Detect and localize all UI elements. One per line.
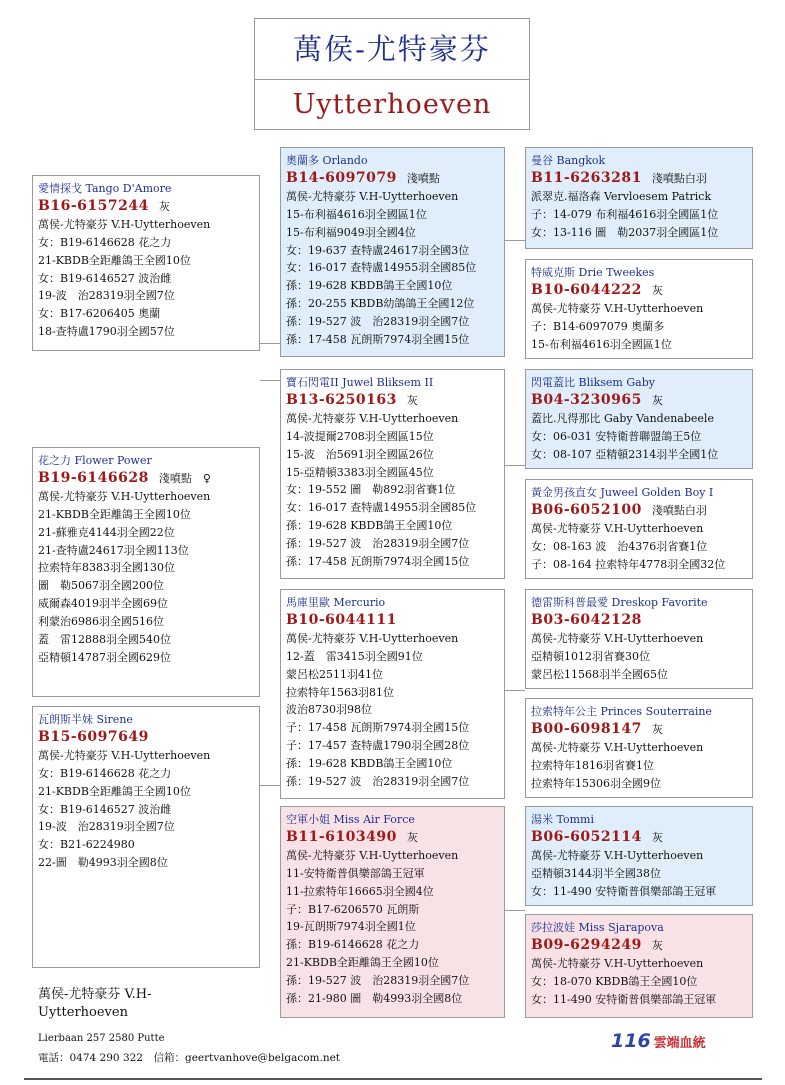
pigeon-detail-line: 子：B17-6206570 瓦朗斯 (286, 902, 420, 916)
pigeon-detail-line: 12-蓋 雷3415羽全國91位 (286, 649, 423, 663)
pigeon-card (32, 175, 260, 351)
pigeon-name: 黃金男孩直女 Juweel Golden Boy I (531, 486, 714, 499)
pigeon-detail-line: 女：B21-6224980 (38, 838, 135, 852)
pigeon-card (32, 706, 260, 968)
pigeon-detail-line: 孫：19-527 波 治28319羽全國7位 (286, 537, 470, 551)
ring-row (286, 170, 499, 188)
ring-number: B09-6294249 (531, 936, 642, 953)
pigeon-detail-line: 孫：17-458 瓦朗斯7974羽全國15位 (286, 333, 470, 347)
pigeon-detail-line: 18-查特盧1790羽全國57位 (38, 325, 175, 339)
pigeon-card (280, 369, 505, 579)
pigeon-detail-line: 子：17-458 瓦朗斯7974羽全國15位 (286, 721, 470, 735)
pigeon-detail-line: 女：11-490 安特衛普俱樂部鴿王冠軍 (531, 992, 717, 1006)
pigeon-detail-line: 21-KBDB全距離鴿王全國10位 (38, 507, 191, 521)
pigeon-detail-line: 女：19-552 圖 勒892羽省賽1位 (286, 483, 456, 497)
pigeon-card (525, 369, 753, 469)
pigeon-card (525, 259, 753, 359)
pigeon-detail-line: 孫：19-628 KBDB鴿王全國10位 (286, 519, 453, 533)
pigeon-color: 灰 (651, 722, 663, 736)
connector-line (260, 380, 280, 381)
pigeon-name: 奧蘭多 Orlando (286, 154, 368, 167)
pigeon-name: 馬庫里歐 Mercurio (286, 596, 386, 609)
pigeon-color: 淺噴點 (406, 171, 440, 185)
ring-number: B10-6044222 (531, 281, 642, 298)
pigeon-detail-line: 利蒙治6986羽全國516位 (38, 615, 164, 629)
pigeon-detail-line: 孫：19-527 波 治28319羽全國7位 (286, 974, 470, 988)
pigeon-detail-line: 萬侯-尤特豪芬 V.H-Uytterhoeven (38, 489, 211, 503)
ring-number: B16-6157244 (38, 197, 149, 214)
pigeon-detail-line: 孫：19-527 波 治28319羽全國7位 (286, 775, 470, 789)
ring-number: B11-6103490 (286, 828, 397, 845)
pigeon-detail-line: 萬侯-尤特豪芬 V.H-Uytterhoeven (286, 631, 459, 645)
pigeon-card (525, 147, 753, 249)
pigeon-detail-line: 女：18-070 KBDB鴿王全國10位 (531, 974, 698, 988)
pigeon-detail-line: 女：19-637 查特盧24617羽全國3位 (286, 243, 470, 257)
pigeon-detail-line: 萬侯-尤特豪芬 V.H-Uytterhoeven (38, 748, 211, 762)
pigeon-detail-line: 萬侯-尤特豪芬 V.H-Uytterhoeven (38, 217, 211, 231)
ring-number: B10-6044111 (286, 611, 397, 628)
pigeon-detail-line: 蒙呂松2511羽41位 (286, 667, 383, 681)
pigeon-detail-line: 威爾森4019羽半全國69位 (38, 597, 168, 611)
pigeon-detail-line: 22-圖 勒4993羽全國8位 (38, 856, 168, 870)
pigeon-card (525, 698, 753, 798)
ring-row (531, 721, 747, 739)
owner-address: Lierbaan 257 2580 Putte (38, 1033, 165, 1044)
pigeon-detail-line: 15-波 治5691羽全國區26位 (286, 447, 434, 461)
logo-text: 雲端血統 (653, 1036, 706, 1051)
ring-row (286, 829, 499, 847)
ring-number: B04-3230965 (531, 391, 642, 408)
title-english: Uytterhoeven (292, 89, 492, 120)
ring-row (38, 470, 254, 488)
pigeon-name: 花之力 Flower Power (38, 454, 152, 467)
owner-contact: 電話：0474 290 322 信箱：geertvanhove@belgacom.net (38, 1052, 341, 1064)
ring-number: B00-6098147 (531, 720, 642, 737)
pigeon-card (525, 479, 753, 579)
pigeon-detail-line: 15-布利福4616羽全國區1位 (531, 337, 672, 351)
bottom-divider (24, 1078, 762, 1080)
ring-number: B03-6042128 (531, 611, 642, 628)
pigeon-detail-line: 蓋 雷12888羽全國540位 (38, 633, 171, 647)
ring-row (531, 392, 747, 410)
pigeon-detail-line: 19-波 治28319羽全國7位 (38, 820, 175, 834)
pigeon-detail-line: 萬侯-尤特豪芬 V.H-Uytterhoeven (286, 189, 459, 203)
pigeon-detail-line: 女：06-031 安特衛普聯盟鴿王5位 (531, 429, 702, 443)
owner-name: 萬侯-尤特豪芬 V.H-Uytterhoeven (38, 987, 152, 1020)
pigeon-detail-line: 萬侯-尤特豪芬 V.H-Uytterhoeven (531, 301, 704, 315)
pigeon-detail-line: 女：11-490 安特衛普俱樂部鴿王冠軍 (531, 884, 717, 898)
pigeon-detail-line: 蓋比.凡得那比 Gaby Vandenabeele (531, 411, 714, 425)
pigeon-detail-line: 亞精頓3144羽半全國38位 (531, 866, 661, 880)
pigeon-color: 灰 (158, 199, 170, 213)
pigeon-card (280, 589, 505, 799)
pigeon-name: 莎拉波娃 Miss Sjarapova (531, 921, 664, 934)
ring-number: B14-6097079 (286, 169, 397, 186)
pigeon-detail-line: 女：16-017 查特盧14955羽全國85位 (286, 261, 477, 275)
pigeon-detail-line: 孫：B19-6146628 花之力 (286, 938, 420, 952)
logo-number: 116 (611, 1030, 651, 1052)
pigeon-card (525, 589, 753, 689)
pigeon-color: 淺噴點白羽 (651, 503, 707, 517)
pigeon-detail-line: 19-波 治28319羽全國7位 (38, 289, 175, 303)
ring-row (531, 829, 747, 847)
pigeon-card (525, 806, 753, 906)
pigeon-detail-line: 萬侯-尤特豪芬 V.H-Uytterhoeven (531, 848, 704, 862)
pigeon-color: 灰 (651, 830, 663, 844)
ring-row (531, 502, 747, 520)
pigeon-detail-line: 女：B19-6146628 花之力 (38, 235, 172, 249)
pigeon-color: 淺噴點白羽 (651, 171, 707, 185)
pigeon-detail-line: 萬侯-尤特豪芬 V.H-Uytterhoeven (286, 411, 459, 425)
pigeon-detail-line: 蒙呂松11568羽半全國65位 (531, 667, 668, 681)
pigeon-detail-line: 拉索特年1816羽省賽1位 (531, 758, 654, 772)
pigeon-color: 灰 (651, 938, 663, 952)
pigeon-detail-line: 15-亞精頓3383羽全國區45位 (286, 465, 434, 479)
pigeon-card (32, 447, 260, 697)
pigeon-detail-line: 女：08-107 亞精頓2314羽半全國1位 (531, 447, 719, 461)
pigeon-name: 特威克斯 Drie Tweekes (531, 266, 655, 279)
pigeon-detail-line: 子：17-457 查特盧1790羽全國28位 (286, 739, 470, 753)
connector-line (505, 690, 525, 691)
site-logo (611, 1030, 726, 1056)
connector-line (260, 785, 280, 786)
pigeon-name: 瓦朗斯半妹 Sirene (38, 713, 133, 726)
pigeon-detail-line: 拉索特年15306羽全國9位 (531, 776, 661, 790)
ring-number: B06-6052114 (531, 828, 642, 845)
ring-row (531, 937, 747, 955)
ring-row (531, 612, 747, 630)
connector-line (505, 910, 525, 911)
pigeon-color: 灰 (651, 283, 663, 297)
pigeon-detail-line: 拉索特年1563羽81位 (286, 685, 394, 699)
pigeon-detail-line: 21-KBDB全距離鴿王全國10位 (38, 253, 191, 267)
pigeon-detail-line: 女：B19-6146527 波治雌 (38, 802, 172, 816)
pigeon-detail-line: 派翠克.福洛森 Vervloesem Patrick (531, 189, 712, 203)
pigeon-detail-line: 孫：19-628 KBDB鴿王全國10位 (286, 279, 453, 293)
pigeon-color: 灰 (651, 393, 663, 407)
pigeon-detail-line: 女：13-116 圖 勒2037羽全國區1位 (531, 225, 719, 239)
pigeon-card (280, 806, 505, 1018)
pigeon-detail-line: 21-KBDB全距離鴿王全國10位 (286, 956, 439, 970)
pigeon-color: 灰 (406, 830, 418, 844)
connector-line (505, 465, 525, 466)
pigeon-card (280, 147, 505, 357)
pigeon-name: 拉索特年公主 Princes Souterraine (531, 705, 712, 718)
pigeon-detail-line: 拉索特年8383羽全國130位 (38, 561, 175, 575)
pigeon-detail-line: 亞精頓14787羽全國629位 (38, 650, 171, 664)
ring-number: B11-6263281 (531, 169, 642, 186)
pigeon-color: 灰 (406, 393, 418, 407)
pigeon-detail-line: 子：B14-6097079 奧蘭多 (531, 319, 665, 333)
pigeon-detail-line: 15-布利福4616羽全國區1位 (286, 207, 427, 221)
ring-row (38, 729, 254, 747)
pigeon-detail-line: 11-拉索特年16665羽全國4位 (286, 884, 434, 898)
pigeon-detail-line: 15-布利福9049羽全國4位 (286, 225, 416, 239)
ring-row (286, 612, 499, 630)
pigeon-detail-line: 女：B17-6206405 奧蘭 (38, 307, 161, 321)
pigeon-name: 德雷斯科普最愛 Dreskop Favorite (531, 596, 708, 609)
pigeon-detail-line: 21-KBDB全距離鴿王全國10位 (38, 784, 191, 798)
connector-line (505, 240, 525, 241)
title-chinese: 萬侯-尤特豪芬 (255, 19, 529, 80)
ring-row (531, 170, 747, 188)
connector-line (260, 343, 280, 344)
ring-number: B15-6097649 (38, 728, 149, 745)
pigeon-detail-line: 子：08-164 拉索特年4778羽全國32位 (531, 557, 726, 571)
ring-row (531, 282, 747, 300)
pigeon-detail-line: 女：16-017 查特盧14955羽全國85位 (286, 501, 477, 515)
ring-number: B19-6146628 (38, 469, 149, 486)
ring-number: B06-6052100 (531, 501, 642, 518)
pigeon-detail-line: 14-波提爾2708羽全國區15位 (286, 429, 434, 443)
pigeon-detail-line: 女：B19-6146527 波治雌 (38, 271, 172, 285)
pigeon-card (525, 914, 753, 1018)
pigeon-detail-line: 萬侯-尤特豪芬 V.H-Uytterhoeven (531, 631, 704, 645)
pigeon-name: 愛情探戈 Tango D'Amore (38, 182, 172, 195)
pigeon-detail-line: 波治8730羽98位 (286, 703, 372, 717)
pigeon-detail-line: 孫：20-255 KBDB幼鴿鴿王全國12位 (286, 297, 475, 311)
pigeon-name: 空軍小姐 Miss Air Force (286, 813, 415, 826)
pigeon-detail-line: 圖 勒5067羽全國200位 (38, 579, 164, 593)
pigeon-detail-line: 亞精頓1012羽省賽30位 (531, 649, 650, 663)
ring-row (38, 198, 254, 216)
pigeon-detail-line: 萬侯-尤特豪芬 V.H-Uytterhoeven (286, 848, 459, 862)
pigeon-detail-line: 21-蘇雅克4144羽全國22位 (38, 525, 175, 539)
ring-row (286, 392, 499, 410)
pigeon-detail-line: 11-安特衛普俱樂部鴿王冠軍 (286, 866, 425, 880)
pigeon-detail-line: 孫：17-458 瓦朗斯7974羽全國15位 (286, 555, 470, 569)
ring-number: B13-6250163 (286, 391, 397, 408)
title-box (254, 18, 530, 130)
pigeon-detail-line: 孫：21-980 圖 勒4993羽全國8位 (286, 992, 463, 1006)
pigeon-name: 寶石閃電II Juwel Bliksem II (286, 376, 434, 389)
pigeon-name: 曼谷 Bangkok (531, 154, 606, 167)
pigeon-detail-line: 子：14-079 布利福4616羽全國區1位 (531, 207, 719, 221)
pigeon-name: 閃電蓋比 Bliksem Gaby (531, 376, 655, 389)
pigeon-detail-line: 女：08-163 波 治4376羽省賽1位 (531, 539, 708, 553)
pigeon-color: 淺噴點 ♀ (158, 471, 211, 485)
pigeon-detail-line: 女：B19-6146628 花之力 (38, 766, 172, 780)
pigeon-detail-line: 21-查特盧24617羽全國113位 (38, 543, 189, 557)
pigeon-detail-line: 萬侯-尤特豪芬 V.H-Uytterhoeven (531, 521, 704, 535)
pigeon-detail-line: 孫：19-628 KBDB鴿王全國10位 (286, 757, 453, 771)
pigeon-detail-line: 19-瓦朗斯7974羽全國1位 (286, 920, 416, 934)
pigeon-detail-line: 孫：19-527 波 治28319羽全國7位 (286, 315, 470, 329)
pigeon-name: 湯米 Tommi (531, 813, 594, 826)
pigeon-detail-line: 萬侯-尤特豪芬 V.H-Uytterhoeven (531, 740, 704, 754)
pigeon-detail-line: 萬侯-尤特豪芬 V.H-Uytterhoeven (531, 956, 704, 970)
